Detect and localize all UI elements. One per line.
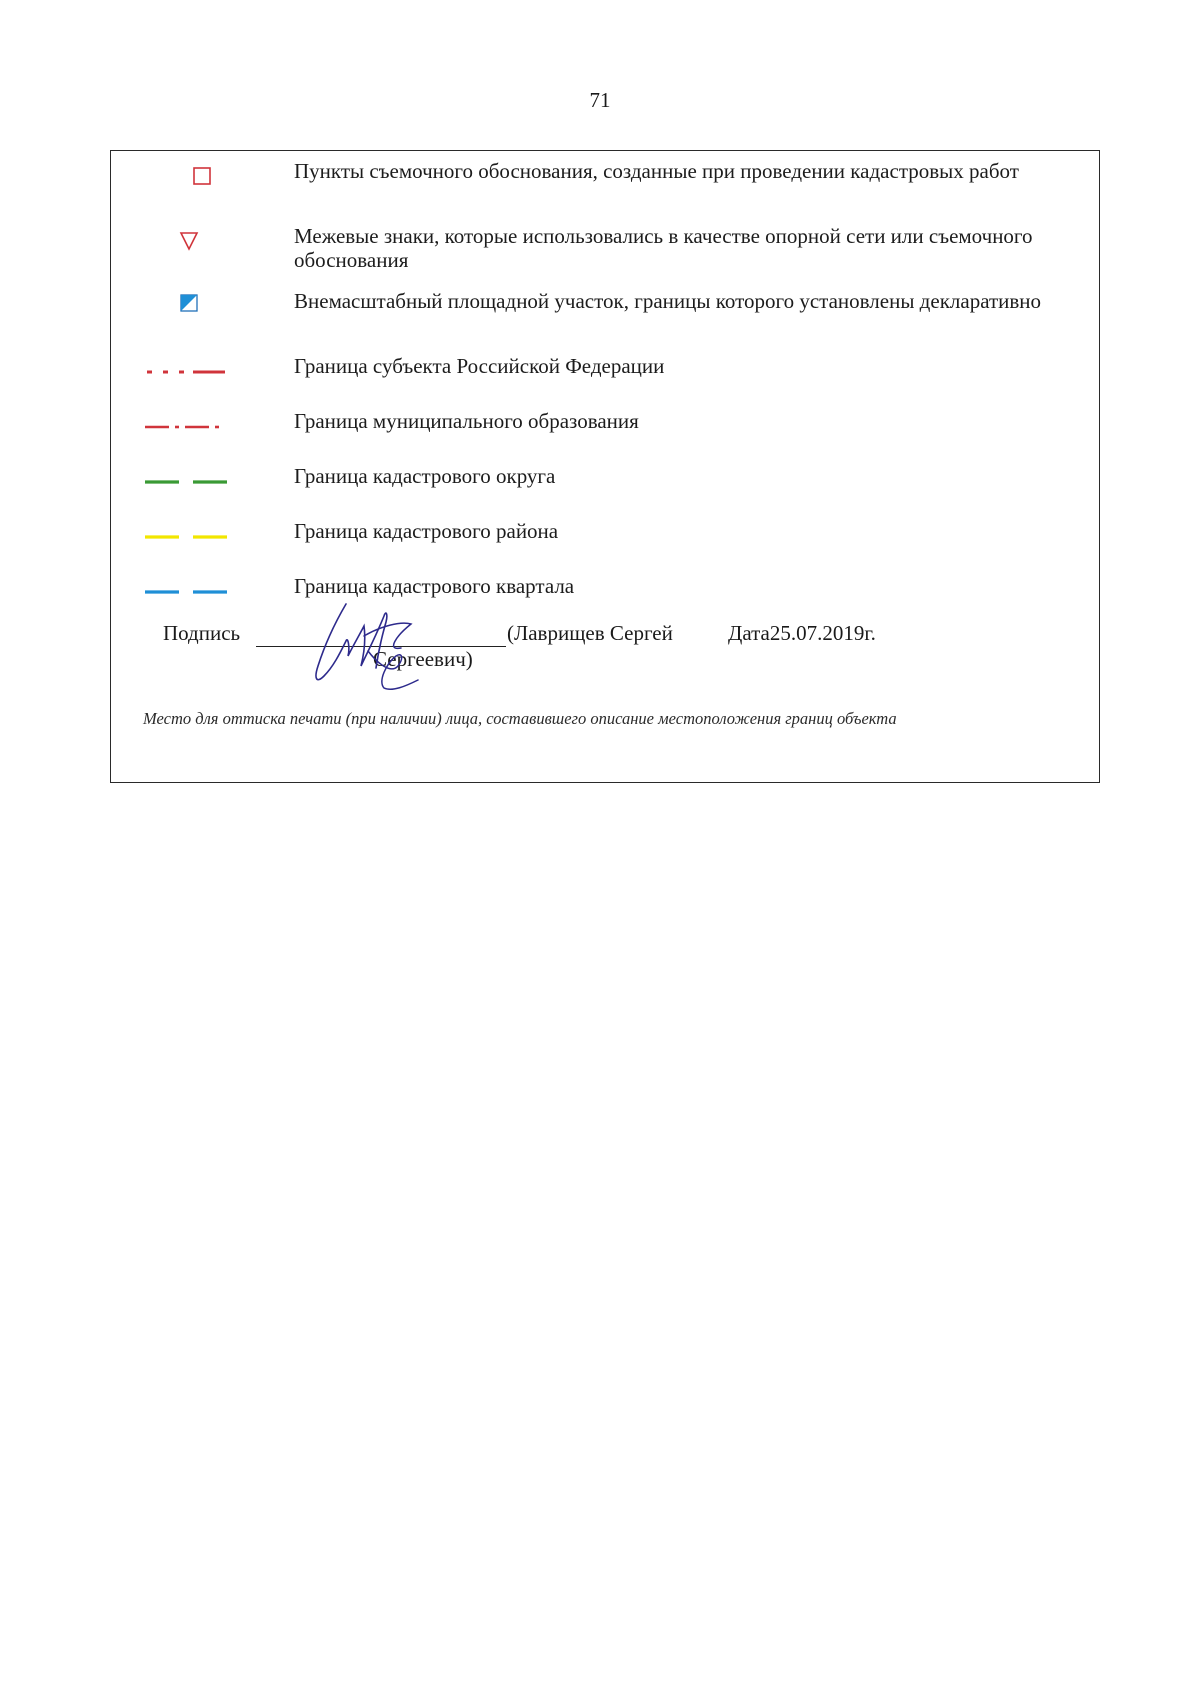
legend-text: Граница субъекта Российской Федерации	[294, 354, 665, 378]
red-dash-dot-line-icon	[141, 415, 251, 439]
signer-name: (Лаврищев Сергей	[507, 621, 673, 645]
legend-box	[110, 150, 1100, 783]
signature-label: Подпись	[163, 621, 241, 645]
legend-text: Граница кадастрового округа	[294, 464, 556, 488]
legend-text: Граница кадастрового района	[294, 519, 559, 543]
page-number: 71	[589, 88, 611, 112]
legend-text: Пункты съемочного обоснования, созданные при проведении кадастровых работ	[294, 159, 1019, 183]
legend-text: Внемасштабный площадной участок, границы которого установлены декларативно	[294, 289, 1042, 313]
legend-text: Граница кадастрового квартала	[294, 574, 575, 598]
handwritten-signature-icon	[306, 596, 456, 701]
red-square-outline-icon	[141, 165, 251, 195]
signer-patronymic: Сергеевич)	[373, 647, 473, 671]
legend-text: Межевые знаки, которые использовались в качестве опорной сети или съемочного обоснования	[294, 224, 1033, 272]
blue-half-square-icon	[141, 291, 251, 321]
blue-dashed-line-icon	[141, 580, 251, 604]
stamp-place-note: Место для оттиска печати (при наличии) лица, составившего описание местоположения границ объекта	[143, 709, 897, 728]
green-dashed-line-icon	[141, 470, 251, 494]
yellow-dashed-line-icon	[141, 525, 251, 549]
signature-date: Дата25.07.2019г.	[728, 621, 876, 645]
red-triangle-down-outline-icon	[141, 228, 251, 258]
legend-text: Граница муниципального образования	[294, 409, 639, 433]
red-dotted-dash-line-icon	[141, 360, 251, 384]
